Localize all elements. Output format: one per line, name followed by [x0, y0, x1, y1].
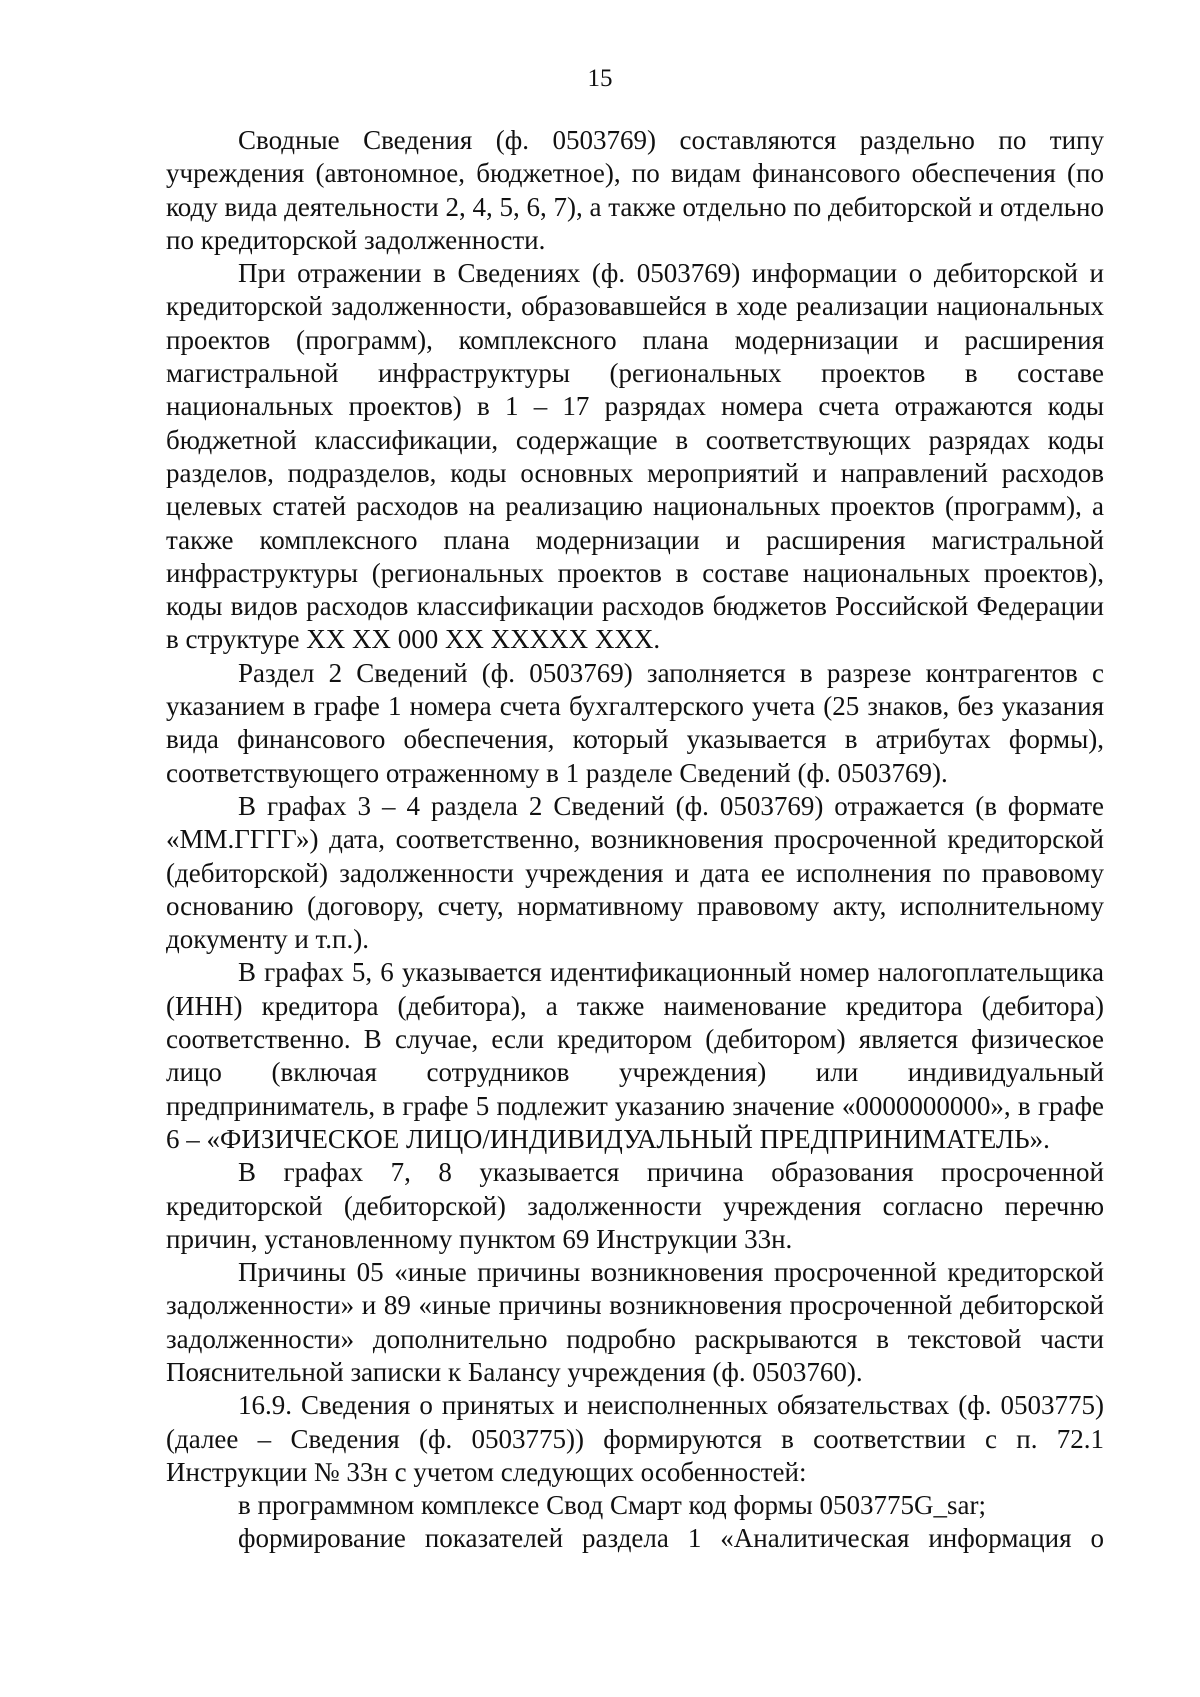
document-body — [166, 124, 1104, 1556]
paragraph-columns-7-8: В графах 7, 8 указывается причина образования просроченной кредиторской (дебиторской) задолженности учреждения согласно перечню причин, установленному пунктом 69 Инструкции 33н. — [166, 1157, 1104, 1254]
paragraph-section-2: Раздел 2 Сведений (ф. 0503769) заполняется в разрезе контрагентов с указанием в графе 1 номера счета бухгалтерского учета (25 знаков, без указания вида финансового обеспечения, который указывается в атрибутах формы), соответствующего отраженному в 1 разделе Сведений (ф. 0503769). — [166, 657, 1104, 788]
paragraph-national-projects: При отражении в Сведениях (ф. 0503769) информации о дебиторской и кредиторской задолженности, образовавшейся в ходе реализации национальных проектов (программ), комплексного плана модернизации и расширения магистральной инфраструктуры (региональных проектов в составе национальных проектов) в 1 – 17 разрядах номера счета отражаются коды бюджетной классификации, содержащие в соответствующих разрядах коды разделов, подразделов, коды основных мероприятий и направлений расходов целевых статей расходов на реализацию национальных проектов (программ), а также комплексного плана модернизации и расширения магистральной инфраструктуры (региональных проектов в составе национальных проектов), коды видов расходов классификации расходов бюджетов Российской Федерации в структуре XX XX 000 XX XXXXX XXX. — [166, 258, 1104, 655]
paragraph-16-9: 16.9. Сведения о принятых и неисполненных обязательствах (ф. 0503775) (далее – Сведения (ф. 0503775)) формируются в соответствии с п. 72.1 Инструкции № 33н с учетом следующих особенностей: — [166, 1390, 1104, 1487]
paragraph-columns-3-4: В графах 3 – 4 раздела 2 Сведений (ф. 0503769) отражается (в формате «ММ.ГГГГ») дата, соответственно, возникновения просроченной кредиторской (дебиторской) задолженности учреждения и дата ее исполнения по правовому основанию (договору, счету, нормативному правовому акту, исполнительному документу и т.п.). — [166, 790, 1104, 955]
paragraph-form-code: в программном комплексе Свод Смарт код формы 0503775G_sar; — [238, 1490, 987, 1521]
page-number: 15 — [587, 65, 613, 92]
paragraph-consolidated-info: Сводные Сведения (ф. 0503769) составляются раздельно по типу учреждения (автономное, бюджетное), по видам финансового обеспечения (по коду вида деятельности 2, 4, 5, 6, 7), а также отдельно по дебиторской и отдельно по кредиторской задолженности. — [166, 125, 1104, 255]
paragraph-section-1-start: формирование показателей раздела 1 «Аналитическая информация о — [238, 1523, 1104, 1554]
paragraph-columns-5-6: В графах 5, 6 указывается идентификационный номер налогоплательщика (ИНН) кредитора (дебитора), а также наименование кредитора (дебитора) соответственно. В случае, если кредитором (дебитором) является физическое лицо (включая сотрудников учреждения) или индивидуальный предприниматель, в графе 5 подлежит указанию значение «0000000000», в графе 6 – «ФИЗИЧЕСКОЕ ЛИЦО/ИНДИВИДУАЛЬНЫЙ ПРЕДПРИНИМАТЕЛЬ». — [166, 957, 1104, 1154]
paragraph-reasons: Причины 05 «иные причины возникновения просроченной кредиторской задолженности» и 89 «иные причины возникновения просроченной дебиторской задолженности» дополнительно подробно раскрываются в текстовой части Пояснительной записки к Балансу учреждения (ф. 0503760). — [166, 1257, 1104, 1387]
